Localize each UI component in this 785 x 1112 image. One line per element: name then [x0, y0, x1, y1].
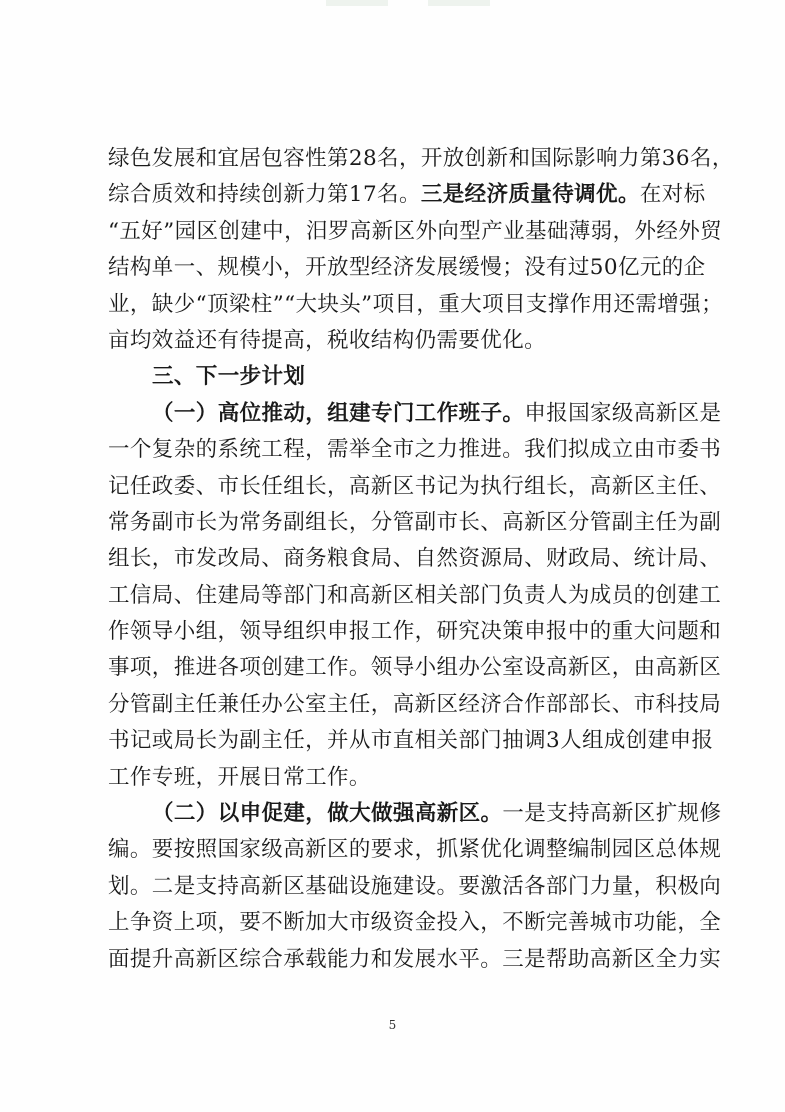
text-line: “五好”园区创建中，汨罗高新区外向型产业基础薄弱，外经外贸 — [108, 218, 723, 244]
section-heading: 三、下一步计划 — [152, 364, 306, 390]
text-line: 结构单一、规模小，开放型经济发展缓慢；没有过50亿元的企 — [108, 255, 706, 281]
text-line: 书记或局长为副主任，并从市直相关部门抽调3人组成创建申报 — [108, 728, 714, 754]
text-line: 编。要按照国家级高新区的要求，抓紧优化调整编制园区总体规 — [108, 837, 722, 863]
text-line: 划。二是支持高新区基础设施建设。要激活各部门力量，积极向 — [108, 873, 722, 899]
text-line: 组长，市发改局、商务粮食局、自然资源局、财政局、统计局、 — [108, 546, 722, 572]
text-line: 记任政委、市长任组长，高新区书记为执行组长，高新区主任、 — [108, 473, 722, 499]
text-line: 作领导小组，领导组织申报工作，研究决策申报中的重大问题和 — [108, 619, 722, 645]
text-line: 亩均效益还有待提高，税收结构仍需要优化。 — [108, 327, 547, 353]
text-line: 常务副市长为常务副组长，分管副市长、高新区分管副主任为副 — [108, 509, 722, 535]
text-line: 工作专班，开展日常工作。 — [108, 764, 371, 790]
text-line: 工信局、住建局等部门和高新区相关部门负责人为成员的创建工 — [108, 582, 722, 608]
text-line: 面提升高新区综合承载能力和发展水平。三是帮助高新区全力实 — [108, 946, 722, 972]
text-line: 绿色发展和宜居包容性第28名，开放创新和国际影响力第36名， — [108, 146, 734, 171]
body-text — [108, 141, 734, 978]
text-line: （一）高位推动，组建专门工作班子。申报国家级高新区是 — [152, 400, 722, 426]
text-line: （二）以申促建，做大做强高新区。一是支持高新区扩规修 — [152, 801, 722, 827]
text-line: 分管副主任兼任办公室主任，高新区经济合作部部长、市科技局 — [108, 691, 722, 717]
scan-mark — [428, 0, 490, 6]
text-line: 上争资上项，要不断加大市级资金投入，不断完善城市功能，全 — [108, 910, 722, 936]
text-line: 一个复杂的系统工程，需举全市之力推进。我们拟成立由市委书 — [108, 437, 722, 463]
text-line: 综合质效和持续创新力第17名。三是经济质量待调优。在对标 — [108, 182, 706, 208]
scan-mark — [326, 0, 388, 6]
text-line: 业，缺少“顶梁柱”“大块头”项目，重大项目支撑作用还需增强； — [108, 291, 723, 317]
text-line: 事项，推进各项创建工作。领导小组办公室设高新区，由高新区 — [108, 655, 722, 681]
page-number: 5 — [388, 1018, 397, 1032]
